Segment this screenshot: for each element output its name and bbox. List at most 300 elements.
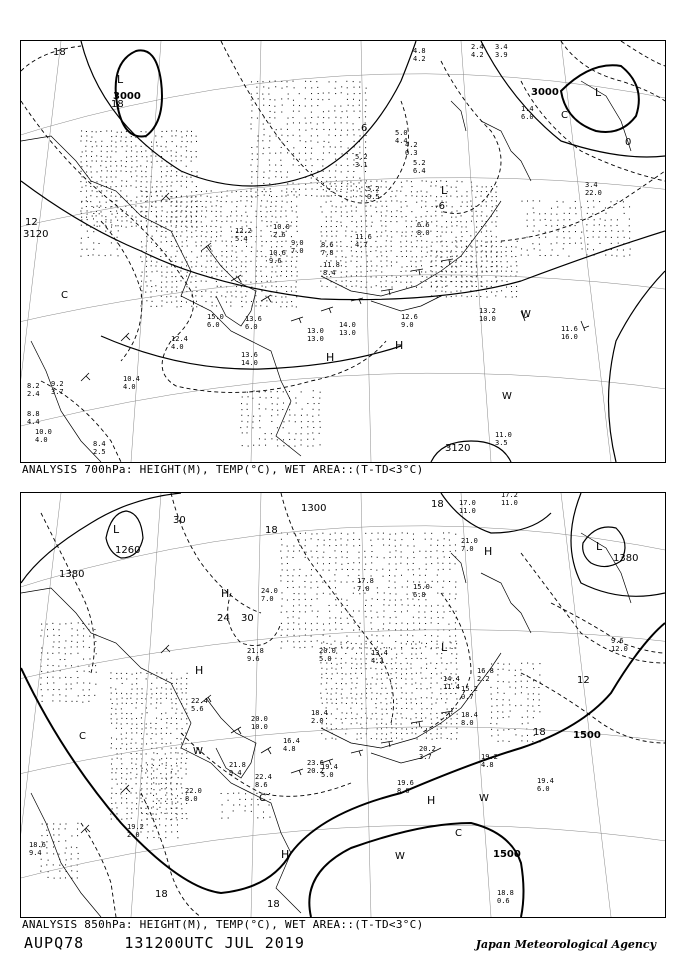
wet-dot (150, 280, 151, 281)
wet-dot (161, 287, 162, 288)
wet-dot (581, 243, 582, 244)
wet-dot (126, 157, 127, 158)
wet-dot (449, 540, 450, 541)
wet-dot (296, 276, 297, 277)
wet-dot (186, 207, 187, 208)
wet-dot (361, 226, 362, 227)
wet-dot (323, 129, 324, 130)
wet-dot (167, 151, 168, 152)
wet-dot (490, 687, 491, 688)
wet-dot (175, 703, 176, 704)
wet-dot (327, 643, 328, 644)
wet-dot (539, 213, 540, 214)
wet-dot (240, 427, 241, 428)
wet-dot (471, 266, 472, 267)
wet-dot (424, 612, 425, 613)
wet-dot (141, 206, 142, 207)
wet-dot (324, 545, 325, 546)
wet-dot (487, 261, 488, 262)
wet-dot (313, 409, 314, 410)
wet-dot (280, 160, 281, 161)
wet-dot (233, 793, 234, 794)
wet-dot (402, 739, 403, 740)
wet-dot (157, 145, 158, 146)
wet-dot (397, 713, 398, 714)
wet-dot (610, 225, 611, 226)
wet-dot (319, 409, 320, 410)
wet-dot (411, 668, 412, 669)
wet-dot (96, 215, 97, 216)
wet-dot (416, 266, 417, 267)
wet-dot (431, 250, 432, 251)
wet-dot (386, 256, 387, 257)
wet-dot (95, 647, 96, 648)
wet-dot (320, 427, 321, 428)
wet-dot (156, 688, 157, 689)
wet-dot (426, 697, 427, 698)
wet-dot (361, 717, 362, 718)
wet-dot (210, 241, 211, 242)
isotherm-label: 18 (267, 899, 280, 910)
wet-dot (81, 171, 82, 172)
wet-dot (296, 221, 297, 222)
wet-dot (455, 266, 456, 267)
wet-dot (281, 612, 282, 613)
wet-dot (402, 532, 403, 533)
wet-dot (171, 771, 172, 772)
wet-dot (341, 207, 342, 208)
wet-dot (132, 684, 133, 685)
wet-dot (277, 445, 278, 446)
wet-dot (341, 599, 342, 600)
wet-dot (271, 235, 272, 236)
wet-dot (172, 708, 173, 709)
wet-dot (48, 659, 49, 660)
wet-dot (611, 219, 612, 220)
wet-dot (151, 142, 152, 143)
wet-dot (186, 769, 187, 770)
wet-dot (171, 788, 172, 789)
wet-dot (457, 221, 458, 222)
cold-center-symbol: C (61, 290, 68, 301)
wet-dot (456, 708, 457, 709)
wet-dot (313, 390, 314, 391)
wet-dot (110, 255, 111, 256)
wet-dot (131, 141, 132, 142)
wet-dot (152, 151, 153, 152)
wet-dot (342, 181, 343, 182)
wet-dot (263, 86, 264, 87)
wet-dot (305, 599, 306, 600)
wet-dot (435, 290, 436, 291)
wet-dot (406, 643, 407, 644)
wet-dot (175, 276, 176, 277)
wet-dot (372, 677, 373, 678)
wet-dot (381, 739, 382, 740)
wet-dot (293, 105, 294, 106)
wet-dot (176, 160, 177, 161)
wet-dot (77, 642, 78, 643)
wet-dot (305, 586, 306, 587)
wet-dot (222, 241, 223, 242)
wet-dot (93, 231, 94, 232)
wet-dot (130, 171, 131, 172)
wet-dot (87, 165, 88, 166)
wet-dot (246, 196, 247, 197)
wet-dot (605, 220, 606, 221)
wet-dot (196, 156, 197, 157)
station-temperature: 15.0 (207, 313, 224, 321)
wet-dot (201, 211, 202, 212)
wet-dot (65, 840, 66, 841)
wet-dot (195, 295, 196, 296)
wet-dot (90, 166, 91, 167)
wet-dot (307, 439, 308, 440)
wet-dot (246, 246, 247, 247)
wet-dot (416, 713, 417, 714)
cold-center-symbol: C (561, 110, 568, 121)
wet-dot (259, 420, 260, 421)
wet-dot (381, 255, 382, 256)
wet-dot (351, 211, 352, 212)
wet-dot (449, 557, 450, 558)
wet-dot (310, 587, 311, 588)
wet-dot (196, 151, 197, 152)
wet-dot (412, 246, 413, 247)
wet-dot (65, 864, 66, 865)
wet-dot (166, 688, 167, 689)
wet-dot (419, 629, 420, 630)
wet-dot (341, 623, 342, 624)
wet-dot (146, 266, 147, 267)
wet-dot (251, 110, 252, 111)
wet-dot (366, 226, 367, 227)
wet-dot (171, 265, 172, 266)
wet-dot (466, 231, 467, 232)
wet-dot (323, 557, 324, 558)
wet-dot (281, 129, 282, 130)
wet-dot (341, 183, 342, 184)
wet-dot (466, 262, 467, 263)
wet-dot (291, 266, 292, 267)
wet-dot (122, 221, 123, 222)
wet-dot (406, 683, 407, 684)
wet-dot (447, 709, 448, 710)
wet-dot (186, 150, 187, 151)
wet-dot (268, 94, 269, 95)
wet-dot (72, 628, 73, 629)
wet-dot (420, 672, 421, 673)
wet-dot (528, 723, 529, 724)
wet-dot (406, 226, 407, 227)
wet-dot (366, 600, 367, 601)
wet-dot (156, 211, 157, 212)
wet-dot (467, 286, 468, 287)
wet-dot (346, 81, 347, 82)
wet-dot (136, 187, 137, 188)
wet-dot (445, 291, 446, 292)
wet-dot (377, 557, 378, 558)
product-code: AUPQ78 (24, 934, 85, 952)
station-temperature: 10.0 (273, 223, 290, 231)
wet-dot (111, 819, 112, 820)
wet-dot (117, 249, 118, 250)
wet-dot (486, 201, 487, 202)
wet-dot (492, 196, 493, 197)
wet-dot (501, 290, 502, 291)
wet-dot (421, 668, 422, 669)
wet-dot (521, 740, 522, 741)
wet-dot (182, 262, 183, 263)
wet-dot (319, 433, 320, 434)
wet-dot (342, 698, 343, 699)
wet-dot (171, 793, 172, 794)
wet-dot (491, 735, 492, 736)
wet-dot (90, 195, 91, 196)
wet-dot (105, 231, 106, 232)
wet-dot (171, 155, 172, 156)
station-temperature: 9.0 (291, 239, 304, 247)
wet-dot (326, 202, 327, 203)
chart-identifier (24, 934, 305, 952)
wet-dot (141, 221, 142, 222)
wet-dot (83, 628, 84, 629)
wet-dot (53, 834, 54, 835)
wet-dot (100, 176, 101, 177)
wet-dot (216, 281, 217, 282)
wet-dot (381, 669, 382, 670)
wet-dot (539, 250, 540, 251)
wet-dot (65, 640, 66, 641)
wet-dot (171, 160, 172, 161)
wet-dot (449, 599, 450, 600)
wet-dot (419, 623, 420, 624)
wet-dot (587, 244, 588, 245)
wet-dot (107, 157, 108, 158)
wet-dot (366, 658, 367, 659)
wet-dot (217, 200, 218, 201)
wet-dot (461, 232, 462, 233)
wet-dot (456, 663, 457, 664)
wet-dot (356, 683, 357, 684)
wet-dot (201, 256, 202, 257)
wet-dot (205, 207, 206, 208)
wet-dot (266, 306, 267, 307)
wet-dot (82, 249, 83, 250)
wet-dot (153, 806, 154, 807)
wet-dot (171, 699, 172, 700)
wet-dot (305, 160, 306, 161)
wet-dot (53, 853, 54, 854)
station-dewpoint-depression: 9.0 (401, 321, 414, 329)
wet-dot (441, 662, 442, 663)
wet-dot (176, 286, 177, 287)
wet-dot (59, 865, 60, 866)
wet-dot (171, 718, 172, 719)
wet-dot (167, 813, 168, 814)
wet-dot (377, 646, 378, 647)
wet-dot (53, 635, 54, 636)
wet-dot (305, 153, 306, 154)
wet-dot (195, 201, 196, 202)
wet-dot (455, 272, 456, 273)
wet-dot (359, 82, 360, 83)
wet-dot (201, 280, 202, 281)
wet-dot (88, 624, 89, 625)
wet-dot (316, 196, 317, 197)
station-dewpoint-depression: 4.4 (27, 418, 40, 426)
wet-dot (323, 624, 324, 625)
wet-dot (456, 658, 457, 659)
wet-dot (89, 671, 90, 672)
wet-dot (258, 804, 259, 805)
wet-dot (605, 207, 606, 208)
wet-dot (431, 221, 432, 222)
wet-dot (317, 587, 318, 588)
wet-dot (416, 703, 417, 704)
wet-dot (431, 648, 432, 649)
wet-dot (151, 788, 152, 789)
wet-dot (481, 215, 482, 216)
wet-dot (347, 612, 348, 613)
wet-dot (575, 225, 576, 226)
wet-dot (181, 787, 182, 788)
wet-dot (171, 689, 172, 690)
wet-dot (266, 207, 267, 208)
wet-dot (161, 713, 162, 714)
wet-dot (181, 146, 182, 147)
wet-dot (171, 166, 172, 167)
wet-dot (293, 551, 294, 552)
wet-dot (283, 427, 284, 428)
wet-dot (205, 301, 206, 302)
wet-dot (323, 629, 324, 630)
wet-dot (456, 669, 457, 670)
wet-dot (210, 201, 211, 202)
station-dewpoint-depression: 6.0 (521, 113, 534, 121)
wet-dot (83, 659, 84, 660)
wet-dot (414, 557, 415, 558)
wet-dot (126, 718, 127, 719)
wet-dot (431, 697, 432, 698)
wet-dot (289, 391, 290, 392)
wet-dot (335, 159, 336, 160)
wet-dot (539, 711, 540, 712)
wet-dot (156, 230, 157, 231)
wet-dot (121, 763, 122, 764)
wet-dot (293, 147, 294, 148)
wet-dot (451, 662, 452, 663)
wet-dot (527, 213, 528, 214)
wet-dot (263, 177, 264, 178)
wet-dot (336, 693, 337, 694)
wet-dot (293, 557, 294, 558)
wet-dot (521, 675, 522, 676)
wet-dot (231, 241, 232, 242)
wet-dot (286, 221, 287, 222)
wet-dot (340, 618, 341, 619)
wet-dot (86, 171, 87, 172)
wet-dot (361, 251, 362, 252)
wet-dot (257, 251, 258, 252)
wet-dot (136, 156, 137, 157)
wet-dot (387, 693, 388, 694)
wet-dot (461, 215, 462, 216)
wet-dot (136, 175, 137, 176)
wet-dot (431, 678, 432, 679)
wet-dot (451, 653, 452, 654)
wet-dot (102, 196, 103, 197)
wet-dot (155, 728, 156, 729)
wet-dot (286, 192, 287, 193)
wet-dot (71, 870, 72, 871)
wet-dot (180, 216, 181, 217)
wet-dot (153, 765, 154, 766)
wet-dot (161, 236, 162, 237)
wet-dot (477, 240, 478, 241)
wet-dot (359, 111, 360, 112)
wet-dot (336, 688, 337, 689)
wet-dot (181, 683, 182, 684)
wet-dot (335, 622, 336, 623)
wet-dot (527, 735, 528, 736)
wet-dot (486, 206, 487, 207)
wet-dot (425, 635, 426, 636)
wet-dot (556, 242, 557, 243)
wet-dot (359, 188, 360, 189)
wet-dot (293, 122, 294, 123)
wet-dot (206, 226, 207, 227)
wet-dot (140, 190, 141, 191)
station-dewpoint-depression: 5.4 (235, 235, 248, 243)
wet-dot (396, 569, 397, 570)
wet-dot (421, 727, 422, 728)
wet-dot (110, 699, 111, 700)
wet-dot (125, 166, 126, 167)
wet-dot (312, 445, 313, 446)
wet-dot (151, 265, 152, 266)
wet-dot (93, 249, 94, 250)
wet-dot (491, 281, 492, 282)
wet-dot (396, 672, 397, 673)
wet-dot (413, 569, 414, 570)
wet-dot (503, 717, 504, 718)
wet-dot (563, 243, 564, 244)
wet-dot (411, 242, 412, 243)
wet-dot (441, 252, 442, 253)
wet-dot (126, 220, 127, 221)
wet-dot (311, 178, 312, 179)
wet-dot (275, 296, 276, 297)
wet-dot (252, 197, 253, 198)
wet-dot (186, 276, 187, 277)
wet-dot (446, 202, 447, 203)
wet-dot (131, 176, 132, 177)
low-center-symbol: L (596, 540, 603, 553)
wet-dot (242, 432, 243, 433)
wet-dot (593, 249, 594, 250)
wet-dot (206, 272, 207, 273)
wet-dot (496, 723, 497, 724)
wet-dot (446, 271, 447, 272)
station-dewpoint-depression: 5.0 (319, 655, 332, 663)
wet-dot (156, 723, 157, 724)
wet-dot (331, 195, 332, 196)
wet-dot (491, 246, 492, 247)
wet-dot (323, 117, 324, 118)
wet-dot (131, 812, 132, 813)
wet-dot (507, 261, 508, 262)
